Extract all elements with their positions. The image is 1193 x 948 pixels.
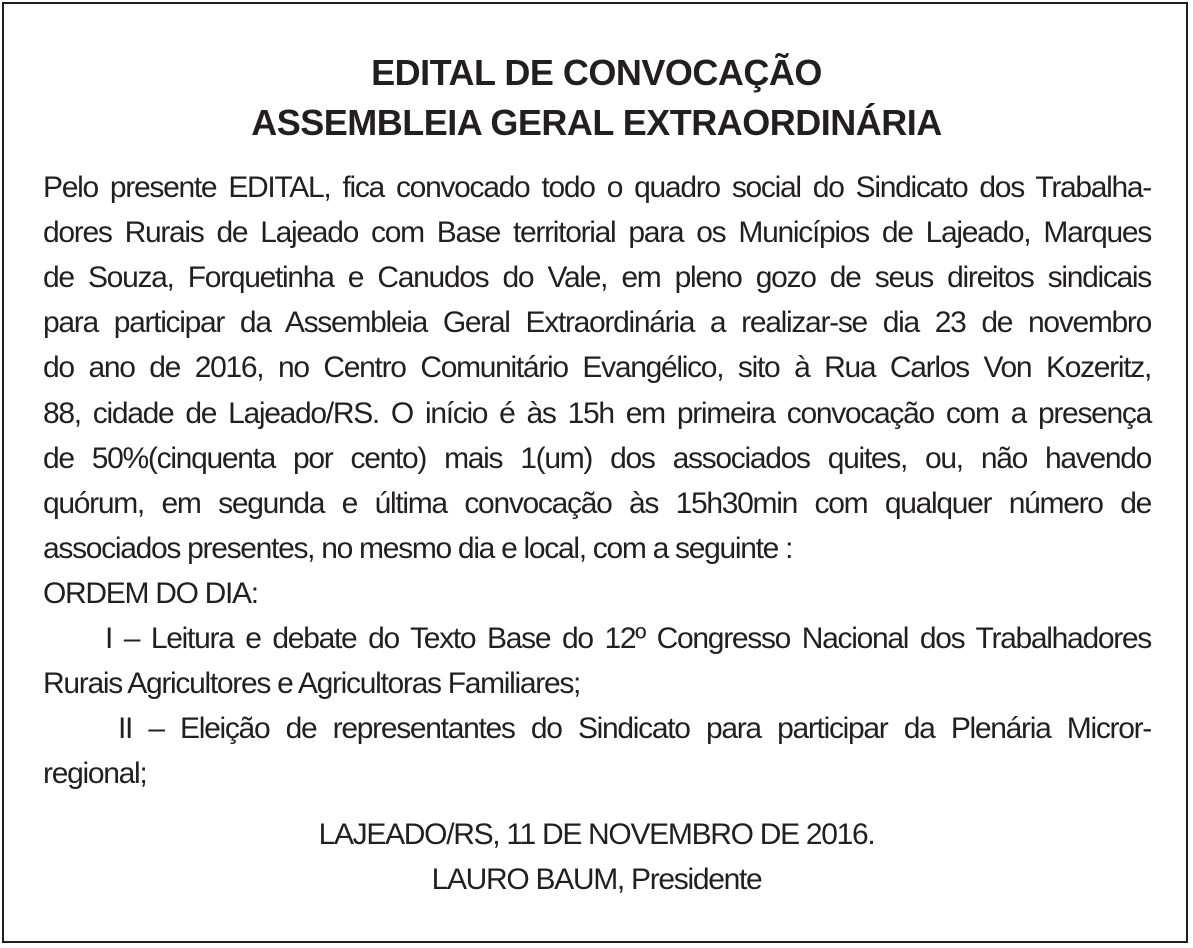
body-line: Pelo presente EDITAL, fica convocado todo o quadro social do Sindicato dos Trabalha- [43, 171, 1151, 204]
place-and-date: LAJEADO/RS, 11 DE NOVEMBRO DE 2016. [318, 818, 875, 851]
notice-subtitle: ASSEMBLEIA GERAL EXTRAORDINÁRIA [251, 102, 942, 143]
agenda-heading: ORDEM DO DIA: [43, 577, 258, 610]
notice-title: EDITAL DE CONVOCAÇÃO [371, 52, 822, 93]
agenda-item-2-line-1: II – Eleição de representantes do Sindicato para participar da Plenária Micror- [118, 712, 1151, 745]
body-line: dores Rurais de Lajeado com Base territorial para os Municípios de Lajeado, Marques [43, 216, 1151, 249]
agenda-item-1-line-1: I – Leitura e debate do Texto Base do 12º Congresso Nacional dos Trabalhadores [105, 622, 1151, 655]
body-line: 88, cidade de Lajeado/RS. O início é às 15h em primeira convocação com a presença [43, 397, 1151, 430]
body-line: associados presentes, no mesmo dia e local, com a seguinte : [43, 532, 793, 565]
agenda-item-1-line-2: Rurais Agricultores e Agricultoras Familiares; [43, 667, 581, 700]
body-line: de 50%(cinquenta por cento) mais 1(um) dos associados quites, ou, não havendo [43, 442, 1151, 475]
body-line: de Souza, Forquetinha e Canudos do Vale, em pleno gozo de seus direitos sindicais [43, 261, 1151, 294]
agenda-item-2-line-2: regional; [43, 757, 147, 790]
body-line: para participar da Assembleia Geral Extraordinária a realizar-se dia 23 de novembro [43, 306, 1151, 339]
body-line: do ano de 2016, no Centro Comunitário Evangélico, sito à Rua Carlos Von Kozeritz, [43, 351, 1151, 384]
signature: LAURO BAUM, Presidente [431, 863, 762, 896]
body-line: quórum, em segunda e última convocação às 15h30min com qualquer número de [43, 487, 1151, 520]
